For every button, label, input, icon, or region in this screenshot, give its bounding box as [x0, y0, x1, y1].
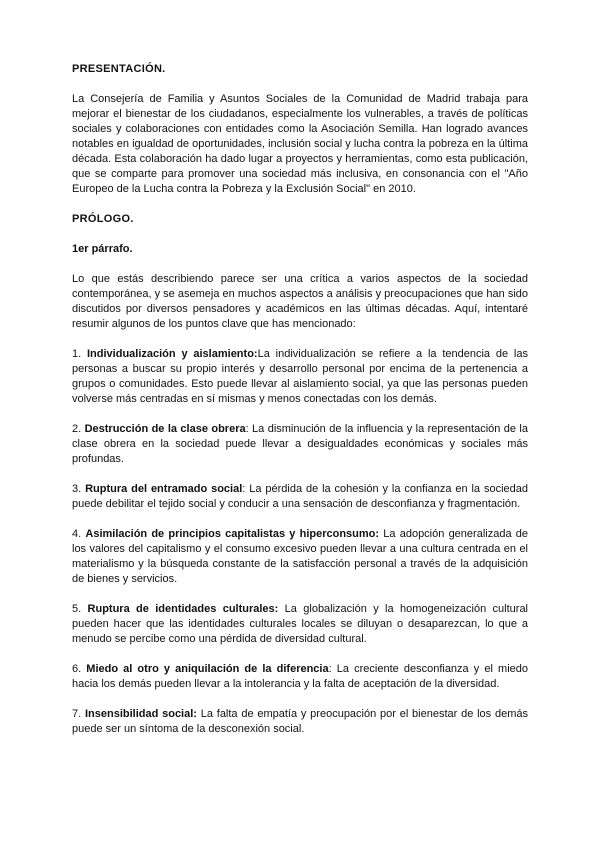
item-text: La adopción generalizada de los valores del capitalismo y el consumo excesivo pueden llevar a una cultura centrada en el materialismo y la búsqueda constante de la satisfacción personal a través de la adquisición de bienes y servicios. — [72, 528, 528, 585]
item-number: 7. — [72, 708, 85, 720]
item-title: Ruptura de identidades culturales: — [87, 603, 279, 615]
item-title: Destrucción de la clase obrera — [84, 423, 246, 435]
presentation-paragraph: La Consejería de Familia y Asuntos Sociales de la Comunidad de Madrid trabaja para mejorar el bienestar de los ciudadanos, especialmente los vulnerables, a través de políticas sociales y colaboraciones con entidades como la Asociación Semilla. Han logrado avances notables en igualdad de oportunidades, inclusión social y lucha contra la pobreza en la última década. Esta colaboración ha dado lugar a proyectos y herramientas, como esta publicación, que se comparte para promover una sociedad más inclusiva, en consonancia con el "Año Europeo de la Lucha contra la Pobreza y la Exclusión Social" en 2010. — [72, 93, 528, 195]
item-number: 3. — [72, 483, 86, 495]
item-text: La falta de empatía y preocupación por el bienestar de los demás puede ser un síntoma de la desconexión social. — [72, 708, 528, 735]
item-number: 2. — [72, 423, 85, 435]
prologue-heading: PRÓLOGO. — [72, 213, 134, 225]
prologue-subtitle: 1er párrafo. — [72, 243, 133, 255]
prologue-intro: Lo que estás describiendo parece ser una crítica a varios aspectos de la sociedad contemporánea, y se asemeja en muchos aspectos a análisis y preocupaciones que han sido discutidos por diversos pensadores y académicos en las últimas décadas. Aquí, intentaré resumir algunos de los puntos clave que has mencionado: — [72, 273, 528, 330]
item-number: 4. — [72, 528, 86, 540]
list-item — [72, 707, 528, 737]
item-title: Insensibilidad social: — [84, 708, 197, 720]
list-item — [72, 482, 528, 512]
list-item — [72, 527, 528, 587]
item-text: : La disminución de la influencia y la representación de la clase obrera en la sociedad puede llevar a desigualdades económicas y sociales más profundas. — [72, 423, 528, 465]
list-item — [72, 662, 528, 692]
item-text: : La pérdida de la cohesión y la confianza en la sociedad puede debilitar el tejido social y conducir a una sensación de desconfianza y fragmentación. — [72, 483, 528, 510]
presentation-heading: PRESENTACIÓN. — [72, 63, 166, 75]
item-number: 1. — [72, 348, 87, 360]
item-title: Ruptura del entramado social — [85, 483, 243, 495]
item-title: Asimilación de principios capitalistas y hiperconsumo: — [85, 528, 380, 540]
item-text: La individualización se refiere a la tendencia de las personas a buscar su propio interés y desarrollo personal por encima de la pertenencia a grupos o comunidades. Esto puede llevar al aislamiento social, ya que las personas pueden volverse más centradas en sí mismas y menos conectadas con los demás. — [72, 348, 528, 405]
item-text: : La creciente desconfianza y el miedo hacia los demás pueden llevar a la intolerancia y la falta de aceptación de la diversidad. — [72, 663, 528, 690]
list-item — [72, 602, 528, 647]
item-title: Miedo al otro y aniquilación de la diferencia — [86, 663, 329, 675]
list-item — [72, 422, 528, 467]
item-number: 5. — [72, 603, 88, 615]
list-item — [72, 347, 528, 407]
item-title: Individualización y aislamiento: — [87, 348, 258, 360]
document-page — [72, 62, 528, 752]
item-text: La globalización y la homogeneización cultural pueden hacer que las identidades culturales locales se diluyan o desaparezcan, lo que a menudo se percibe como una pérdida de diversidad cultural. — [72, 603, 529, 645]
item-number: 6. — [72, 663, 87, 675]
